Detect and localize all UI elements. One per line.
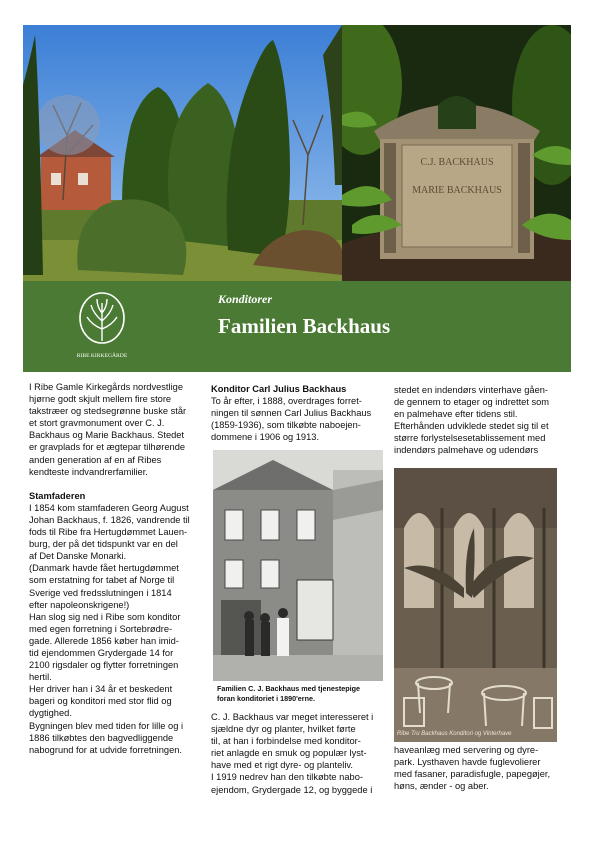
ribe-kirkegaarde-logo xyxy=(75,291,129,363)
body-line: med egen forretning i Sortebrødre- xyxy=(29,623,173,634)
intro-line: Backhaus og Marie Backhaus. Stedet xyxy=(29,430,185,441)
intro-line: kendteste indvandrerfamilier. xyxy=(29,466,148,477)
body-line: bageri og konditori med stor flid og xyxy=(29,696,172,707)
body-line: Sverige ved fredsslutningen i 1814 xyxy=(29,587,172,598)
body-line: Han slog sig ned i Ribe som konditor xyxy=(29,611,181,622)
body-line: høns, ænder - og aber. xyxy=(394,781,489,792)
intro-line: takstræer og stedsegrønne buske står xyxy=(29,406,187,417)
intro-line: et stort gravmonument over C. J. xyxy=(29,418,165,429)
body-line: (Danmark havde fået hertugdømmet xyxy=(29,563,179,574)
palm-garden-illustration xyxy=(394,468,557,742)
body-line: sjældne dyr og planter, hvilket førte xyxy=(211,724,356,735)
body-line: I 1854 kom stamfaderen Georg August xyxy=(29,502,189,513)
shop-photo-caption: Familien C. J. Backhaus med tjenestepige foran konditoriet i 1890'erne. xyxy=(217,684,360,703)
gravestone-inscription-2: MARIE BACKHAUS xyxy=(412,185,502,196)
body-line: nabogrund for at udvide forretningen. xyxy=(29,744,182,755)
body-line: stedet en indendørs vinterhave gåen- xyxy=(394,385,549,395)
palm-garden-photo xyxy=(394,468,557,742)
kicker: Konditorer xyxy=(218,292,273,306)
gravestone-photo xyxy=(342,25,571,281)
column-2-continued xyxy=(211,711,386,796)
hedge-and-trees-photo xyxy=(23,25,342,281)
body-line: af Det Danske Monarki. xyxy=(29,551,127,562)
body-line: de gennem to etager og indrettet som xyxy=(394,397,550,408)
body-line: med fasaner, paradisfugle, papegøjer, xyxy=(394,769,551,780)
body-line: større forlystelsesetablissement med xyxy=(394,433,546,444)
konditori-shop-photo xyxy=(213,450,383,681)
column-3 xyxy=(394,384,566,457)
body-line: en palmehave efter tidens stil. xyxy=(394,409,518,420)
body-line: hertil. xyxy=(29,672,52,683)
body-line: tid ejendommen Grydergade 14 for xyxy=(29,647,174,658)
body-line: To år efter, i 1888, overdrages forret- xyxy=(211,396,362,407)
body-line: park. Lysthaven havde fuglevolierer xyxy=(394,757,541,768)
body-line: Johan Backhaus, f. 1826, vandrende til xyxy=(29,514,190,525)
logo-text: RIBE KIRKEGÅRDE xyxy=(76,353,128,359)
section-heading-stamfaderen: Stamfaderen xyxy=(29,490,86,501)
gravestone-inscription-1: C.J. BACKHAUS xyxy=(420,157,494,168)
body-line: ningen til sønnen Carl Julius Backhaus xyxy=(211,408,372,419)
body-line: efter napoleonskrigene!) xyxy=(29,599,130,610)
section-heading-carl-julius: Konditor Carl Julius Backhaus xyxy=(211,384,347,394)
intro-line: hjørne godt skjult mellem fire store xyxy=(29,394,172,405)
body-line: ejendom, Grydergade 12, og byggede i xyxy=(211,784,373,795)
body-line: have med et rigt dyre- og planteliv. xyxy=(211,760,353,771)
body-line: til, at han i forbindelse med konditor- xyxy=(211,736,361,747)
intro-line: anden generation af en af Ribes xyxy=(29,454,162,465)
body-line: dygtighed. xyxy=(29,708,72,719)
body-line: (1859-1936), som tilkøbte naboejen- xyxy=(211,420,361,431)
column-3-continued xyxy=(394,744,566,792)
intro-line: I Ribe Gamle Kirkegårds nordvestlige xyxy=(29,382,183,392)
body-line: I 1919 nedrev han den tilkøbte nabo- xyxy=(211,772,363,783)
gravestone-illustration xyxy=(342,25,571,281)
body-line: som erstatning for tabet af Norge til xyxy=(29,575,175,586)
body-line: haveanlæg med servering og dyre- xyxy=(394,745,539,755)
body-line: C. J. Backhaus var meget interesseret i xyxy=(211,712,374,722)
page-title: Familien Backhaus xyxy=(218,314,391,338)
body-line: indendørs palmehave og udendørs xyxy=(394,445,539,456)
palm-garden-photo-caption: Ribe Tru Backhaus Konditori og Vinterhave xyxy=(397,731,512,737)
body-line: riet anlagde en smuk og populær lyst- xyxy=(211,748,367,759)
body-line: fods til Ribe fra Hertugdømmet Lauen- xyxy=(29,527,188,538)
body-line: Bygningen blev med tiden for lille og i xyxy=(29,720,184,731)
column-2 xyxy=(211,383,383,443)
body-line: Efterhånden udviklede stedet sig til et xyxy=(394,421,549,432)
intro-line: er gravplads for et ægtepar tilhørende xyxy=(29,442,186,453)
body-line: 2100 rigsdaler og flytter forretningen xyxy=(29,660,179,671)
column-1 xyxy=(29,381,204,756)
body-line: Her driver han i 34 år et beskedent xyxy=(29,684,173,695)
body-line: 1886 tilkøbtes den bagvedliggende xyxy=(29,732,174,743)
body-line: gade. Allerede 1856 køber han imid- xyxy=(29,635,179,646)
body-line: dommene i 1906 og 1913. xyxy=(211,432,320,443)
body-line: burg, der på det tidspunkt var en del xyxy=(29,539,178,550)
konditori-shop-illustration xyxy=(213,450,383,681)
hedge-and-trees-illustration xyxy=(23,25,342,281)
